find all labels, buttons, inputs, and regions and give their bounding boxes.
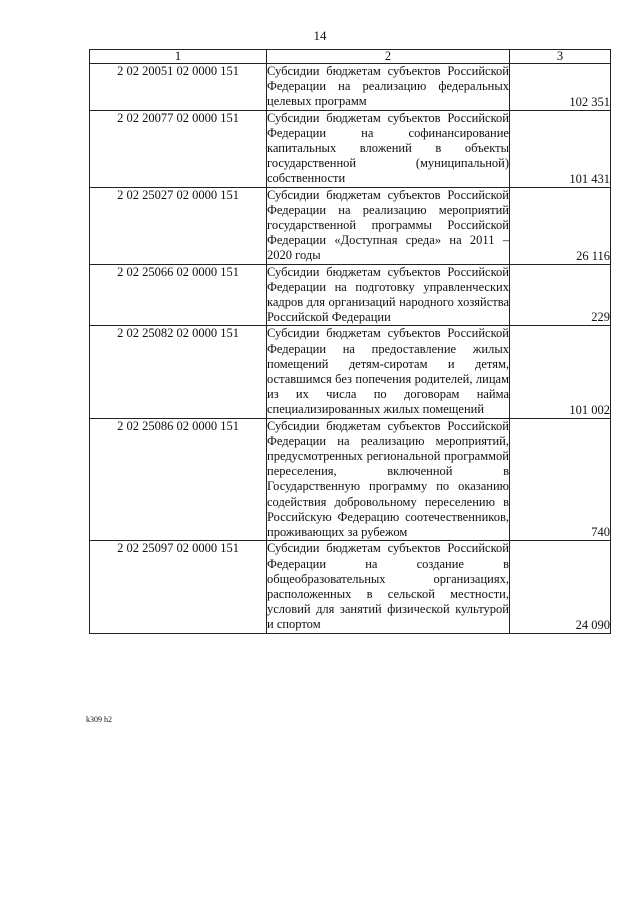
budget-amount: 26 116: [510, 187, 611, 264]
table-row: [90, 418, 611, 541]
budget-amount: 24 090: [510, 541, 611, 633]
budget-description: Субсидии бюджетам субъектов Российской Федерации на предоставление жилых помещений детям-сиротам и детям, оставшимся без попечения родителей, лицам из их числа по договорам найма специализированных жилых помещений: [267, 326, 509, 417]
budget-description: Субсидии бюджетам субъектов Российской Федерации на реализацию мероприятий государственной программы Российской Федерации «Доступная среда» на 2011 – 2020 годы: [267, 187, 509, 263]
budget-code: 2 02 20077 02 0000 151: [90, 110, 267, 187]
table-row: [90, 264, 611, 326]
budget-description: Субсидии бюджетам субъектов Российской Федерации на реализацию федеральных целевых программ: [267, 64, 509, 109]
table-row: [90, 110, 611, 187]
column-header-1: 1: [90, 50, 267, 64]
budget-description: Субсидии бюджетам субъектов Российской Федерации на создание в общеобразовательных организациях, расположенных в сельской местности, условий для занятий физической культурой и спортом: [267, 541, 509, 632]
budget-code: 2 02 25082 02 0000 151: [90, 326, 267, 418]
table-row: [90, 541, 611, 633]
table-row: [90, 326, 611, 418]
column-header-3: 3: [510, 50, 611, 64]
budget-amount: 101 431: [510, 110, 611, 187]
budget-description: Субсидии бюджетам субъектов Российской Федерации на софинансирование капитальных вложений в объекты государственной (муниципальной) собственности: [267, 110, 509, 186]
budget-code: 2 02 25097 02 0000 151: [90, 541, 267, 633]
table-row: [90, 187, 611, 264]
document-footer-code: k309 h2: [86, 715, 112, 724]
budget-amount: 740: [510, 418, 611, 541]
column-header-2: 2: [267, 50, 510, 64]
budget-code: 2 02 25027 02 0000 151: [90, 187, 267, 264]
budget-amount: 229: [510, 264, 611, 326]
page-number: 14: [313, 28, 327, 43]
budget-amount: 102 351: [510, 64, 611, 111]
budget-description: Субсидии бюджетам субъектов Российской Федерации на подготовку управленческих кадров для организаций народного хозяйства Российской Федерации: [267, 264, 509, 325]
table-row: [90, 64, 611, 111]
budget-description: Субсидии бюджетам субъектов Российской Федерации на реализацию мероприятий, предусмотренных региональной программой переселения, включенной в Государственную программу по оказанию содействия добровольному переселению в Российскую Федерацию соотечественников, проживающих за рубежом: [267, 418, 509, 540]
budget-code: 2 02 20051 02 0000 151: [90, 64, 267, 111]
budget-code: 2 02 25066 02 0000 151: [90, 264, 267, 326]
budget-code: 2 02 25086 02 0000 151: [90, 418, 267, 541]
budget-amount: 101 002: [510, 326, 611, 418]
budget-revenue-table: [89, 49, 611, 634]
table-header-row: [90, 50, 611, 64]
